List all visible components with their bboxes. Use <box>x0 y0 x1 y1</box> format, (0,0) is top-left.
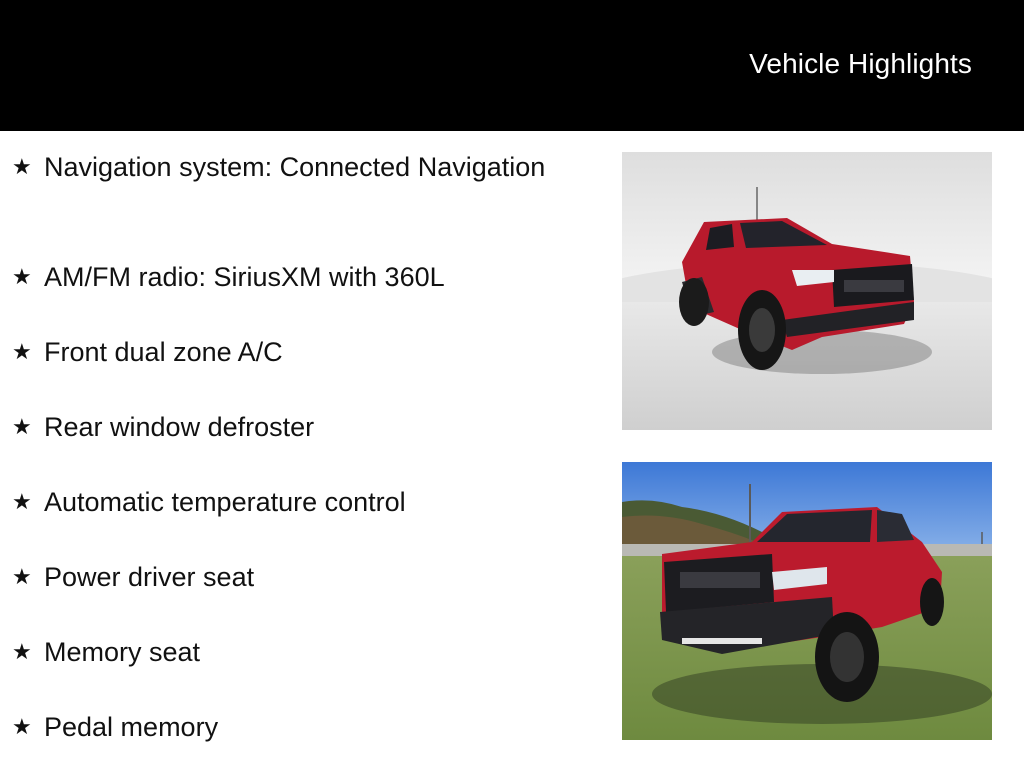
star-icon: ★ <box>12 564 32 589</box>
feature-label: Automatic temperature control <box>44 487 406 517</box>
vehicle-photo-studio[interactable] <box>622 152 992 430</box>
feature-item <box>12 410 572 444</box>
feature-item <box>12 710 572 744</box>
feature-label: Navigation system: Connected Navigation <box>44 152 546 182</box>
feature-item <box>12 260 572 294</box>
star-icon: ★ <box>12 339 32 364</box>
star-icon: ★ <box>12 639 32 664</box>
feature-item <box>12 485 572 519</box>
truck-outdoor-image <box>622 462 992 740</box>
truck-studio-image <box>622 152 992 430</box>
star-icon: ★ <box>12 264 32 289</box>
star-icon: ★ <box>12 489 32 514</box>
vehicle-photo-outdoor[interactable] <box>622 462 992 740</box>
feature-label: AM/FM radio: SiriusXM with 360L <box>44 262 445 292</box>
star-icon: ★ <box>12 414 32 439</box>
feature-item <box>12 635 572 669</box>
feature-label: Memory seat <box>44 637 201 667</box>
feature-item <box>12 335 572 369</box>
feature-item <box>12 150 572 184</box>
feature-item <box>12 560 572 594</box>
star-icon: ★ <box>12 154 32 179</box>
feature-label: Rear window defroster <box>44 412 315 442</box>
feature-label: Power driver seat <box>44 562 255 592</box>
feature-label: Pedal memory <box>44 712 219 742</box>
page-title: Vehicle Highlights <box>749 48 972 79</box>
star-icon: ★ <box>12 714 32 739</box>
feature-label: Front dual zone A/C <box>44 337 283 367</box>
header-bar <box>0 0 1024 131</box>
